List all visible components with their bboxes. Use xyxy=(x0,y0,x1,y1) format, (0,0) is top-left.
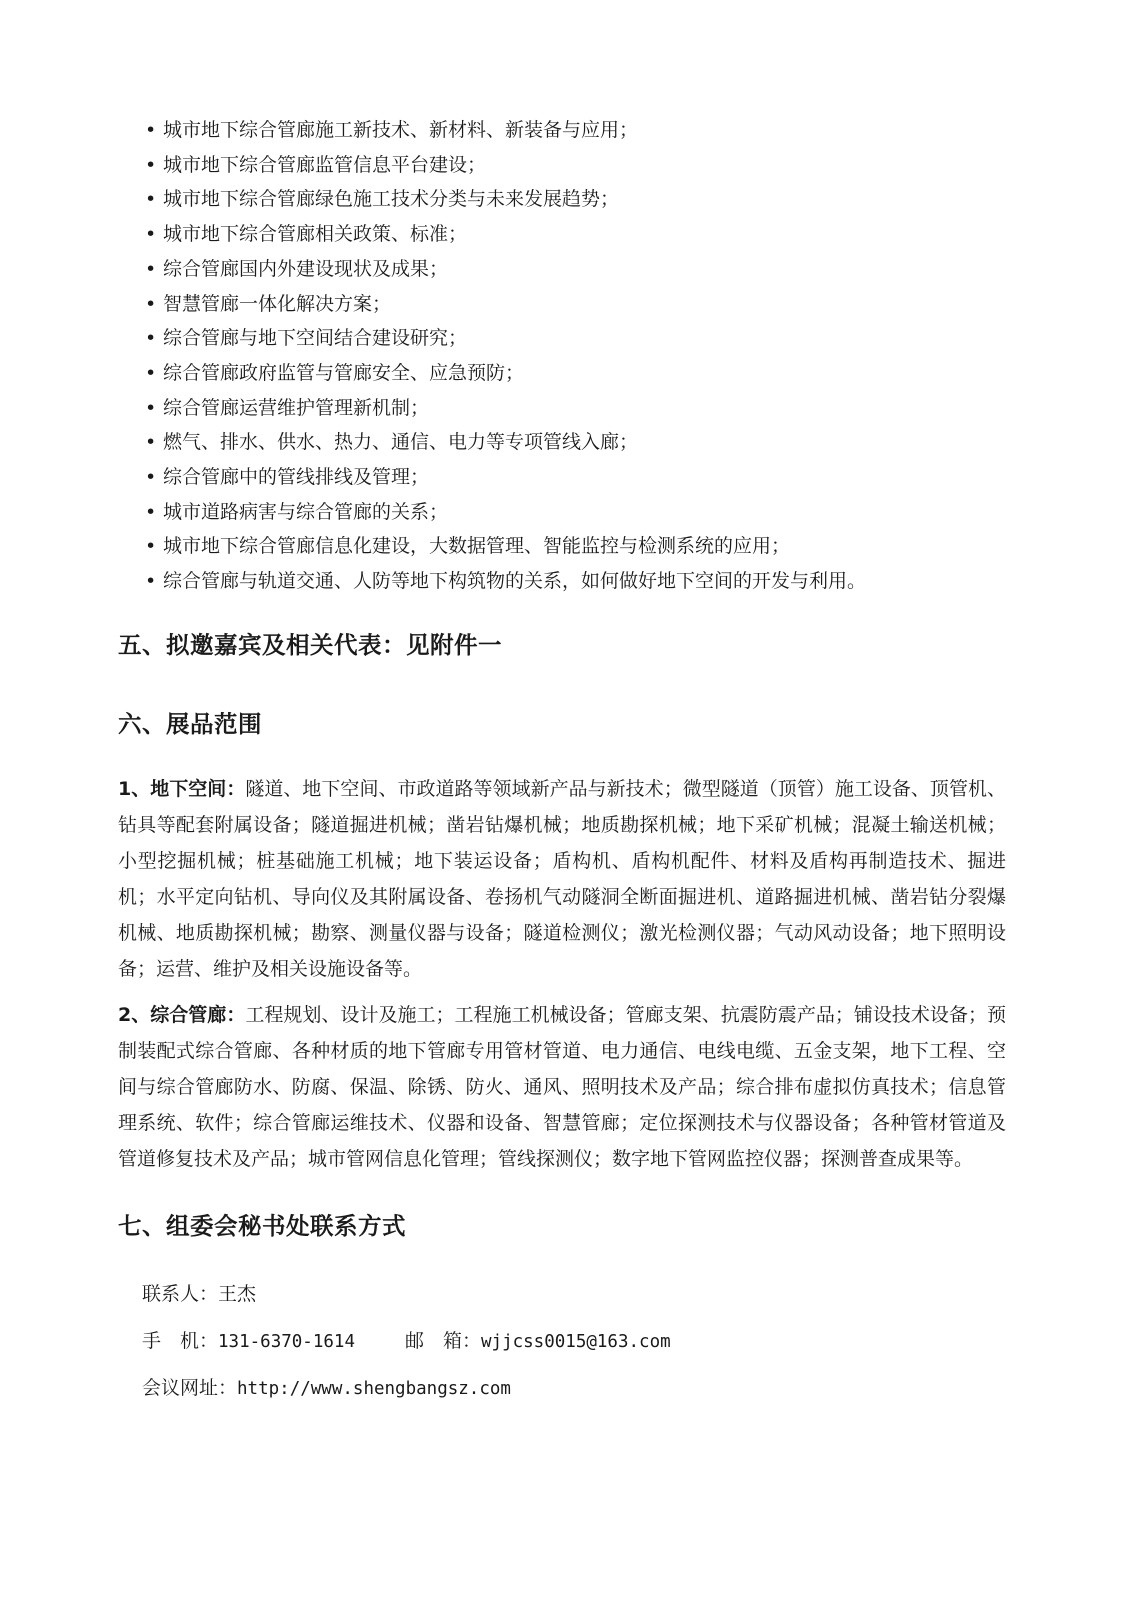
topic-text: 燃气、排水、供水、热力、通信、电力等专项管线入廊； xyxy=(163,431,639,454)
topic-item xyxy=(145,182,1006,217)
contact-phone-email-line xyxy=(142,1318,1006,1365)
exhibit-body: 工程规划、设计及施工；工程施工机械设备；管廊支架、抗震防震产品；铺设技术设备；预制装配式综合管廊、各种材质的地下管廊专用管材管道、电力通信、电线电缆、五金支架，地下工程、空间与综合管廊防水、防腐、保温、除锈、防火、通风、照明技术及产品；综合排布虚拟仿真技术；信息管理系统、软件；综合管廊运维技术、仪器和设备、智慧管廊；定位探测技术与仪器设备；各种管材管道及管道修复技术及产品；城市管网信息化管理；管线探测仪；数字地下管网监控仪器；探测普查成果等。 xyxy=(118,1003,1006,1170)
topic-text: 城市地下综合管廊施工新技术、新材料、新装备与应用； xyxy=(163,119,639,141)
website-label: 会议网址： xyxy=(142,1376,238,1399)
exhibit-lead: 1、地下空间： xyxy=(118,777,246,800)
section-heading-contact: 七、组委会秘书处联系方式 xyxy=(118,1211,406,1240)
contact-block xyxy=(118,1271,1006,1412)
topic-text: 综合管廊政府监管与管廊安全、应急预防； xyxy=(163,361,525,384)
exhibit-body: 隧道、地下空间、市政道路等领域新产品与新技术；微型隧道（顶管）施工设备、顶管机、钻具等配套附属设备；隧道掘进机械；凿岩钻爆机械；地质勘探机械；地下采矿机械；混凝土输送机械；小型挖掘机械；桩基础施工机械；地下装运设备；盾构机、盾构机配件、材料及盾构再制造技术、掘进机；水平定向钻机、导向仪及其附属设备、卷扬机气动隧洞全断面掘进机、道路掘进机械、凿岩钻分裂爆机械、地质勘探机械；勘察、测量仪器与设备；隧道检测仪；激光检测仪器；气动风动设备；地下照明设备；运营、维护及相关设施设备等。 xyxy=(118,777,1006,980)
bullet-icon: • xyxy=(145,361,157,384)
topic-item xyxy=(145,252,1006,287)
exhibit-lead: 2、综合管廊： xyxy=(118,1003,246,1026)
exhibit-paragraph-underground xyxy=(118,771,1006,987)
topic-item xyxy=(145,529,1006,564)
topic-text: 综合管廊国内外建设现状及成果； xyxy=(163,257,449,280)
bullet-icon: • xyxy=(145,396,157,419)
phone-label: 手 机： xyxy=(142,1329,219,1352)
topic-item xyxy=(145,217,1006,252)
exhibit-paragraph-pipe-gallery xyxy=(118,997,1006,1177)
topic-item xyxy=(145,287,1006,322)
topic-item xyxy=(145,148,1006,183)
contact-person-line xyxy=(142,1271,1006,1318)
bullet-icon: • xyxy=(145,119,157,141)
email-label: 邮 箱： xyxy=(404,1329,481,1352)
contact-person-label: 联系人： xyxy=(142,1282,219,1305)
topic-text: 智慧管廊一体化解决方案； xyxy=(163,292,392,315)
bullet-icon: • xyxy=(145,153,157,176)
bullet-icon: • xyxy=(145,327,157,350)
topic-text: 城市地下综合管廊绿色施工技术分类与未来发展趋势； xyxy=(163,188,620,211)
topic-text: 城市地下综合管廊监管信息平台建设； xyxy=(163,153,487,176)
topic-item xyxy=(145,391,1006,426)
topic-item xyxy=(145,113,1006,148)
topic-text: 城市地下综合管廊信息化建设，大数据管理、智能监控与检测系统的应用； xyxy=(163,535,791,558)
topic-text: 城市地下综合管廊相关政策、标准； xyxy=(163,223,468,246)
email-address: wjjcss0015@163.com xyxy=(481,1331,671,1352)
topic-list xyxy=(118,113,1006,599)
topic-item xyxy=(145,564,1006,599)
topic-item xyxy=(145,321,1006,356)
bullet-icon: • xyxy=(145,292,157,315)
topic-text: 城市道路病害与综合管廊的关系； xyxy=(163,500,449,523)
contact-person-name: 王杰 xyxy=(218,1282,257,1305)
topic-item xyxy=(145,460,1006,495)
bullet-icon: • xyxy=(145,500,157,523)
bullet-icon: • xyxy=(145,431,157,454)
contact-website-line xyxy=(142,1365,1006,1412)
section-heading-exhibits: 六、展品范围 xyxy=(118,709,262,738)
bullet-icon: • xyxy=(145,466,157,489)
topic-text: 综合管廊运营维护管理新机制； xyxy=(163,396,430,419)
bullet-icon: • xyxy=(145,188,157,211)
website-url: http://www.shengbangsz.com xyxy=(237,1378,511,1399)
topic-text: 综合管廊与地下空间结合建设研究； xyxy=(163,327,468,350)
bullet-icon: • xyxy=(145,223,157,246)
topic-item xyxy=(145,425,1006,460)
bullet-icon: • xyxy=(145,535,157,558)
topic-text: 综合管廊与轨道交通、人防等地下构筑物的关系，如何做好地下空间的开发与利用。 xyxy=(163,570,867,593)
bullet-icon: • xyxy=(145,257,157,280)
phone-number: 131-6370-1614 xyxy=(218,1331,355,1352)
topic-item xyxy=(145,356,1006,391)
section-heading-guests: 五、拟邀嘉宾及相关代表：见附件一 xyxy=(118,630,502,659)
bullet-icon: • xyxy=(145,570,157,593)
topic-item xyxy=(145,495,1006,530)
topic-text: 综合管廊中的管线排线及管理； xyxy=(163,466,430,489)
